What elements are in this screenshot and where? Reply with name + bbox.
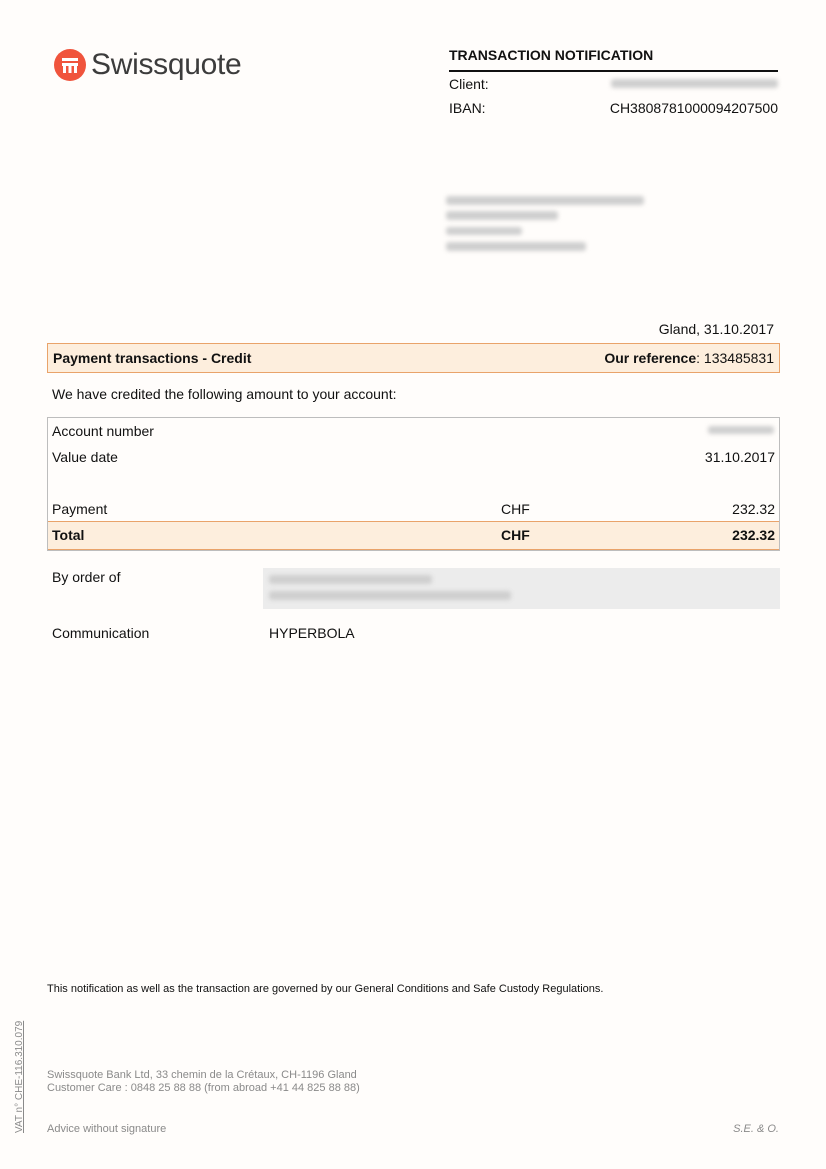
by-order-label: By order of — [52, 569, 121, 585]
total-row — [48, 521, 779, 550]
client-redacted — [611, 79, 778, 88]
value-date-label: Value date — [52, 449, 118, 465]
reference-value: : 133485831 — [696, 350, 774, 366]
address-redacted — [446, 196, 646, 256]
intro-text: We have credited the following amount to your account: — [52, 386, 397, 402]
section-title: Payment transactions - Credit — [53, 350, 252, 366]
order-address-redacted — [269, 591, 511, 600]
order-party-box — [263, 568, 780, 609]
total-amount: 232.32 — [732, 527, 775, 543]
errors-omissions: S.E. & O. — [733, 1123, 779, 1135]
vat-number: VAT n° CHE-116.310.079 — [14, 1020, 25, 1133]
order-party-redacted — [269, 575, 432, 584]
communication-label: Communication — [52, 625, 150, 641]
title-divider — [449, 70, 778, 72]
reference-label: Our reference — [604, 350, 697, 366]
communication-value: HYPERBOLA — [269, 625, 355, 641]
swissquote-logo-icon — [54, 49, 86, 81]
transaction-table — [47, 417, 780, 551]
account-number-label: Account number — [52, 423, 154, 439]
terms-note: This notification as well as the transaction are governed by our General Conditions and Safe Custody Regulations. — [47, 983, 604, 995]
swissquote-logo — [54, 49, 241, 81]
total-label: Total — [52, 527, 85, 543]
client-label: Client: — [449, 76, 489, 92]
brand-name: Swissquote — [91, 48, 242, 81]
iban-label: IBAN: — [449, 100, 486, 116]
value-date: 31.10.2017 — [704, 449, 775, 465]
bank-address: Swissquote Bank Ltd, 33 chemin de la Crétaux, CH-1196 Gland — [47, 1069, 357, 1081]
reference — [604, 350, 774, 366]
payment-amount: 232.32 — [732, 501, 775, 517]
document-title: TRANSACTION NOTIFICATION — [449, 47, 654, 63]
section-header — [47, 343, 780, 373]
advice-text: Advice without signature — [47, 1123, 167, 1135]
payment-label: Payment — [52, 501, 108, 517]
payment-currency: CHF — [501, 501, 530, 517]
customer-care: Customer Care : 0848 25 88 88 (from abroad +41 44 825 88 88) — [47, 1082, 360, 1094]
place-date: Gland, 31.10.2017 — [658, 321, 774, 337]
iban-value: CH3808781000094207500 — [609, 100, 778, 116]
total-currency: CHF — [501, 527, 530, 543]
account-number-redacted — [708, 426, 774, 434]
